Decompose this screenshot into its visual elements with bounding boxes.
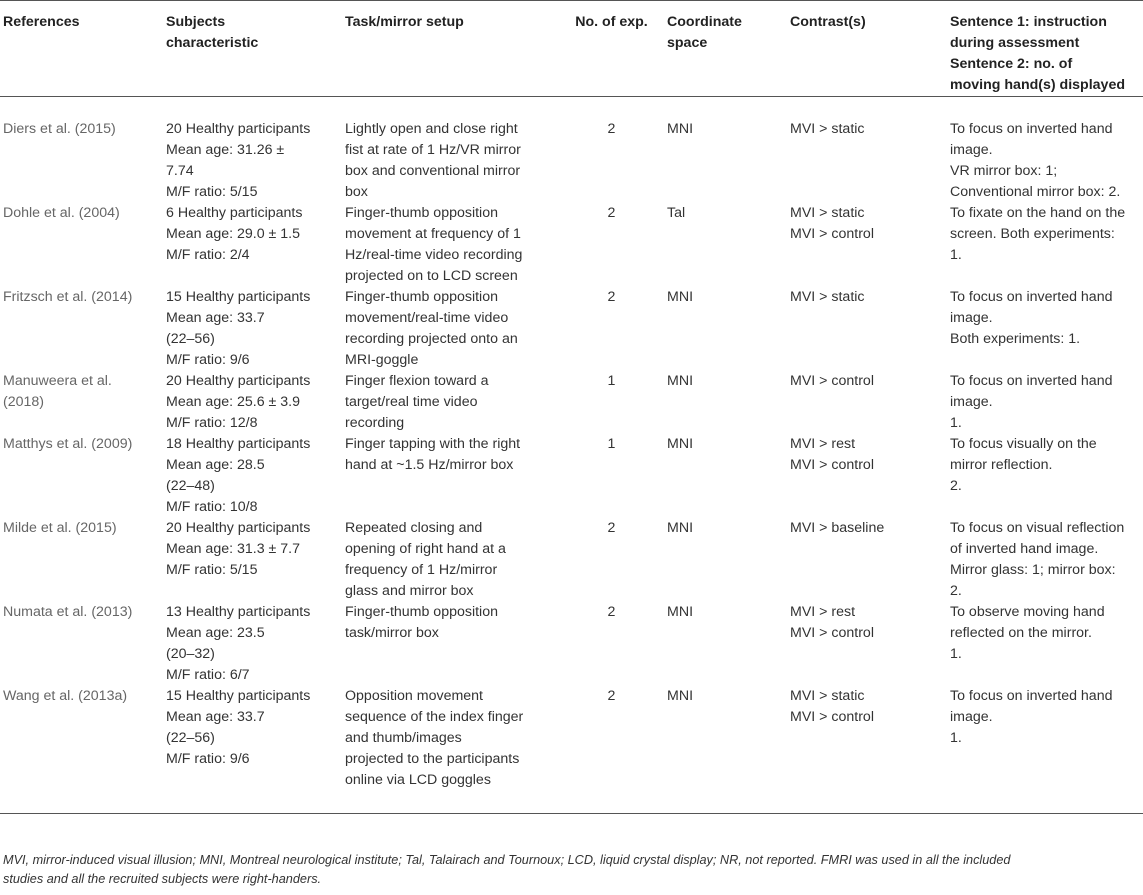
exp-count-cell	[560, 287, 664, 371]
cell-line: (22–48)	[166, 478, 215, 494]
task-cell	[342, 518, 560, 602]
exp-count-cell	[560, 518, 664, 602]
subjects-cell	[163, 203, 342, 287]
cell-line: MNI	[667, 121, 694, 137]
table-header	[0, 1, 1143, 97]
coordinate-space-cell	[664, 602, 787, 686]
cell-line: 2	[607, 205, 616, 221]
contrast-cell	[787, 371, 947, 434]
exp-count-cell	[560, 602, 664, 686]
cell-line: 2.	[950, 583, 962, 599]
contrast-cell	[787, 97, 947, 204]
contrast-cell	[787, 518, 947, 602]
cell-line: movement/real-time video	[345, 310, 509, 326]
cell-line: 2	[607, 289, 616, 305]
cell-line: 1.	[950, 730, 962, 746]
cell-line: sequence of the index finger	[345, 709, 524, 725]
cell-line: Hz/real-time video recording	[345, 247, 523, 263]
cell-line: To focus on inverted hand	[950, 688, 1113, 704]
table-row	[0, 287, 1143, 371]
cell-line: and thumb/images	[345, 730, 462, 746]
cell-line: Dohle et al. (2004)	[3, 205, 120, 221]
cell-line: M/F ratio: 2/4	[166, 247, 250, 263]
subjects-cell	[163, 97, 342, 204]
cell-line: Numata et al. (2013)	[3, 604, 133, 620]
subjects-cell	[163, 686, 342, 814]
reference-cell	[0, 434, 163, 518]
cell-line: (20–32)	[166, 646, 215, 662]
coordinate-space-cell	[664, 203, 787, 287]
cell-line: To focus on inverted hand	[950, 373, 1113, 389]
table-row	[0, 518, 1143, 602]
contrast-cell	[787, 287, 947, 371]
coordinate-space-cell	[664, 434, 787, 518]
cell-line: recording	[345, 415, 405, 431]
header-subjects	[163, 1, 342, 97]
cell-line: image.	[950, 709, 993, 725]
table-row	[0, 371, 1143, 434]
footnote-line: studies and all the recruited subjects were right-handers.	[3, 872, 322, 886]
cell-line: 2	[607, 688, 616, 704]
contrast-cell	[787, 602, 947, 686]
cell-line: MRI-goggle	[345, 352, 419, 368]
cell-line: Sentence 1: instruction	[950, 14, 1107, 30]
cell-line: Both experiments: 1.	[950, 331, 1081, 347]
cell-line: 2.	[950, 478, 962, 494]
cell-line: 13 Healthy participants	[166, 604, 311, 620]
cell-line: opening of right hand at a	[345, 541, 506, 557]
cell-line: target/real time video	[345, 394, 478, 410]
cell-line: during assessment	[950, 35, 1080, 51]
cell-line: 1.	[950, 646, 962, 662]
cell-line: of inverted hand image.	[950, 541, 1099, 557]
table-row	[0, 602, 1143, 686]
cell-line: MNI	[667, 604, 694, 620]
cell-line: MVI > rest	[790, 436, 856, 452]
coordinate-space-cell	[664, 97, 787, 204]
cell-line: MVI > static	[790, 121, 865, 137]
header-contrasts	[787, 1, 947, 97]
subjects-cell	[163, 434, 342, 518]
coordinate-space-cell	[664, 518, 787, 602]
cell-line: Mean age: 31.3 ± 7.7	[166, 541, 300, 557]
cell-line: M/F ratio: 5/15	[166, 562, 258, 578]
sentence-cell	[947, 686, 1143, 814]
cell-line: frequency of 1 Hz/mirror	[345, 562, 498, 578]
table-row	[0, 434, 1143, 518]
cell-line: M/F ratio: 5/15	[166, 184, 258, 200]
cell-line: recording projected onto an	[345, 331, 518, 347]
subjects-cell	[163, 518, 342, 602]
cell-line: Finger-thumb opposition	[345, 289, 498, 305]
header-sentence	[947, 1, 1143, 97]
cell-line: MVI > baseline	[790, 520, 885, 536]
cell-line: projected to the participants	[345, 751, 520, 767]
sentence-cell	[947, 371, 1143, 434]
cell-line: Mean age: 23.5	[166, 625, 265, 641]
cell-line: box	[345, 184, 368, 200]
cell-line: online via LCD goggles	[345, 772, 491, 788]
cell-line: reflected on the mirror.	[950, 625, 1092, 641]
subjects-cell	[163, 371, 342, 434]
cell-line: image.	[950, 394, 993, 410]
cell-line: MNI	[667, 289, 694, 305]
cell-line: Diers et al. (2015)	[3, 121, 116, 137]
sentence-cell	[947, 287, 1143, 371]
cell-line: 1	[607, 373, 616, 389]
header-exp-count	[560, 1, 664, 97]
cell-line: MVI > static	[790, 289, 865, 305]
reference-cell	[0, 518, 163, 602]
cell-line: 2	[607, 121, 616, 137]
cell-line: M/F ratio: 9/6	[166, 751, 250, 767]
cell-line: Opposition movement	[345, 688, 484, 704]
cell-line: To fixate on the hand on the	[950, 205, 1126, 221]
task-cell	[342, 203, 560, 287]
cell-line: 20 Healthy participants	[166, 373, 311, 389]
cell-line: 1.	[950, 415, 962, 431]
cell-line: Contrast(s)	[790, 14, 866, 30]
cell-line: screen. Both experiments:	[950, 226, 1115, 242]
subjects-cell	[163, 287, 342, 371]
cell-line: Coordinate	[667, 14, 742, 30]
reference-cell	[0, 371, 163, 434]
cell-line: To focus on visual reflection	[950, 520, 1125, 536]
footnote-line: MVI, mirror-induced visual illusion; MNI, Montreal neurological institute; Tal, Talairach and Tournoux; LCD, liquid crystal display; NR, not reported. FMRI was used in all the included	[3, 853, 1011, 867]
contrast-cell	[787, 686, 947, 814]
cell-line: 2	[607, 520, 616, 536]
cell-line: space	[667, 35, 708, 51]
cell-line: image.	[950, 310, 993, 326]
cell-line: MVI > static	[790, 205, 865, 221]
cell-line: M/F ratio: 10/8	[166, 499, 258, 515]
cell-line: Finger-thumb opposition	[345, 205, 498, 221]
cell-line: To focus on inverted hand	[950, 121, 1113, 137]
cell-line: Matthys et al. (2009)	[3, 436, 133, 452]
cell-line: MNI	[667, 373, 694, 389]
cell-line: Finger flexion toward a	[345, 373, 489, 389]
cell-line: MVI > control	[790, 373, 874, 389]
exp-count-cell	[560, 203, 664, 287]
cell-line: MNI	[667, 688, 694, 704]
cell-line: MVI > rest	[790, 604, 856, 620]
cell-line: 1	[607, 436, 616, 452]
cell-line: 15 Healthy participants	[166, 289, 311, 305]
cell-line: To observe moving hand	[950, 604, 1105, 620]
reference-cell	[0, 97, 163, 204]
cell-line: Mean age: 33.7	[166, 709, 265, 725]
cell-line: 6 Healthy participants	[166, 205, 303, 221]
cell-line: Repeated closing and	[345, 520, 483, 536]
exp-count-cell	[560, 97, 664, 204]
cell-line: To focus visually on the	[950, 436, 1097, 452]
exp-count-cell	[560, 371, 664, 434]
cell-line: (2018)	[3, 394, 45, 410]
cell-line: Mean age: 33.7	[166, 310, 265, 326]
cell-line: image.	[950, 142, 993, 158]
sentence-cell	[947, 434, 1143, 518]
task-cell	[342, 434, 560, 518]
cell-line: movement at frequency of 1	[345, 226, 521, 242]
cell-line: Subjects	[166, 14, 226, 30]
cell-line: MNI	[667, 520, 694, 536]
cell-line: References	[3, 14, 80, 30]
task-cell	[342, 686, 560, 814]
cell-line: MVI > static	[790, 688, 865, 704]
table-row	[0, 97, 1143, 204]
task-cell	[342, 287, 560, 371]
header-coordinate-space	[664, 1, 787, 97]
cell-line: MVI > control	[790, 457, 874, 473]
cell-line: 18 Healthy participants	[166, 436, 311, 452]
cell-line: fist at rate of 1 Hz/VR mirror	[345, 142, 521, 158]
cell-line: Fritzsch et al. (2014)	[3, 289, 133, 305]
contrast-cell	[787, 434, 947, 518]
cell-line: MVI > control	[790, 625, 874, 641]
exp-count-cell	[560, 434, 664, 518]
contrast-cell	[787, 203, 947, 287]
sentence-cell	[947, 203, 1143, 287]
cell-line: Tal	[667, 205, 686, 221]
cell-line: projected on to LCD screen	[345, 268, 518, 284]
cell-line: Task/mirror setup	[345, 14, 464, 30]
cell-line: characteristic	[166, 35, 259, 51]
task-cell	[342, 371, 560, 434]
cell-line: 2	[607, 604, 616, 620]
cell-line: To focus on inverted hand	[950, 289, 1113, 305]
header-references	[0, 1, 163, 97]
reference-cell	[0, 287, 163, 371]
sentence-cell	[947, 602, 1143, 686]
cell-line: Mean age: 25.6 ± 3.9	[166, 394, 300, 410]
cell-line: task/mirror box	[345, 625, 439, 641]
coordinate-space-cell	[664, 371, 787, 434]
cell-line: Wang et al. (2013a)	[3, 688, 128, 704]
cell-line: (22–56)	[166, 730, 215, 746]
cell-line: Finger tapping with the right	[345, 436, 521, 452]
reference-cell	[0, 203, 163, 287]
cell-line: Conventional mirror box: 2.	[950, 184, 1121, 200]
cell-line: mirror reflection.	[950, 457, 1053, 473]
cell-line: Sentence 2: no. of	[950, 56, 1073, 72]
cell-line: Milde et al. (2015)	[3, 520, 117, 536]
cell-line: VR mirror box: 1;	[950, 163, 1058, 179]
cell-line: 20 Healthy participants	[166, 520, 311, 536]
table-footnote	[3, 851, 1139, 889]
reference-cell	[0, 602, 163, 686]
cell-line: Mean age: 29.0 ± 1.5	[166, 226, 300, 242]
cell-line: Finger-thumb opposition	[345, 604, 498, 620]
cell-line: M/F ratio: 9/6	[166, 352, 250, 368]
cell-line: MVI > control	[790, 226, 874, 242]
cell-line: Mean age: 28.5	[166, 457, 265, 473]
cell-line: No. of exp.	[575, 14, 648, 30]
subjects-cell	[163, 602, 342, 686]
cell-line: box and conventional mirror	[345, 163, 521, 179]
cell-line: 7.74	[166, 163, 194, 179]
cell-line: Mirror glass: 1; mirror box:	[950, 562, 1116, 578]
cell-line: (22–56)	[166, 331, 215, 347]
cell-line: Manuweera et al.	[3, 373, 112, 389]
header-row	[0, 1, 1143, 97]
table-row	[0, 203, 1143, 287]
cell-line: Lightly open and close right	[345, 121, 518, 137]
coordinate-space-cell	[664, 287, 787, 371]
cell-line: MNI	[667, 436, 694, 452]
cell-line: Mean age: 31.26 ±	[166, 142, 285, 158]
header-task	[342, 1, 560, 97]
sentence-cell	[947, 97, 1143, 204]
cell-line: MVI > control	[790, 709, 874, 725]
table-row	[0, 686, 1143, 814]
cell-line: 20 Healthy participants	[166, 121, 311, 137]
cell-line: moving hand(s) displayed	[950, 77, 1126, 93]
cell-line: glass and mirror box	[345, 583, 474, 599]
cell-line: 1.	[950, 247, 962, 263]
cell-line: M/F ratio: 6/7	[166, 667, 250, 683]
exp-count-cell	[560, 686, 664, 814]
task-cell	[342, 602, 560, 686]
task-cell	[342, 97, 560, 204]
cell-line: M/F ratio: 12/8	[166, 415, 258, 431]
coordinate-space-cell	[664, 686, 787, 814]
sentence-cell	[947, 518, 1143, 602]
reference-cell	[0, 686, 163, 814]
cell-line: 15 Healthy participants	[166, 688, 311, 704]
table-body	[0, 97, 1143, 814]
cell-line: hand at ~1.5 Hz/mirror box	[345, 457, 514, 473]
